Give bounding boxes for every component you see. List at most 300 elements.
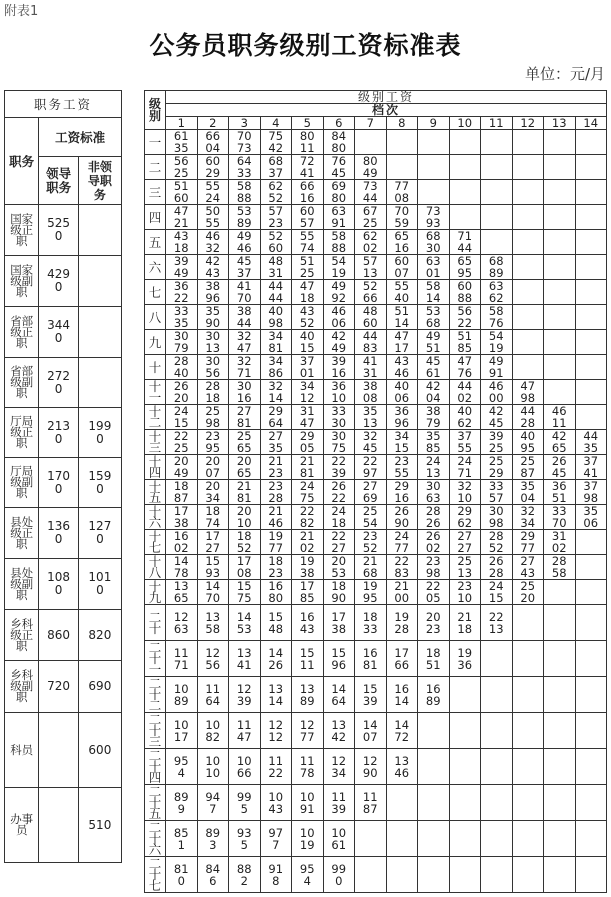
salary-value-cell: 11 22: [260, 749, 292, 785]
salary-value-cell: 21 68: [355, 555, 387, 580]
salary-value-cell: 43 18: [166, 230, 198, 255]
salary-value-cell: [449, 180, 481, 205]
salary-value-cell: 10 43: [260, 785, 292, 821]
salary-value-cell: [575, 330, 607, 355]
salary-value-cell: [575, 380, 607, 405]
position-row: [5, 661, 122, 713]
salary-value-cell: 14 53: [229, 605, 261, 641]
salary-value-cell: 39 16: [323, 355, 355, 380]
salary-value-cell: 35 13: [355, 405, 387, 430]
grade-name-cell: 十 八: [145, 555, 166, 580]
salary-value-cell: 39 25: [481, 430, 513, 455]
salary-value-cell: 15 75: [229, 580, 261, 605]
salary-value-cell: [449, 155, 481, 180]
salary-value-cell: [575, 155, 607, 180]
salary-value-cell: 15 48: [260, 605, 292, 641]
salary-value-cell: 23 98: [418, 555, 450, 580]
salary-value-cell: 15 39: [355, 677, 387, 713]
salary-value-cell: 66 04: [197, 130, 229, 155]
salary-value-cell: 21 46: [260, 505, 292, 530]
salary-value-cell: 13 46: [386, 749, 418, 785]
grade-row: [145, 230, 607, 255]
salary-value-cell: [355, 821, 387, 857]
grade-name-cell: 十 三: [145, 430, 166, 455]
grade-name-cell: 十: [145, 355, 166, 380]
salary-value-cell: 24 15: [166, 405, 198, 430]
level-number-row: [145, 117, 607, 130]
rank-cell: 科员: [5, 713, 39, 788]
salary-value-cell: 58 76: [481, 305, 513, 330]
nonleader-salary-cell: [78, 256, 121, 307]
salary-value-cell: 88 2: [229, 857, 261, 893]
salary-value-cell: 25 20: [512, 580, 544, 605]
grade-name-cell: 一: [145, 130, 166, 155]
salary-value-cell: 32 47: [229, 330, 261, 355]
nonleader-salary-cell: [78, 205, 121, 256]
salary-value-cell: 21 81: [229, 480, 261, 505]
salary-value-cell: 16 80: [260, 580, 292, 605]
salary-value-cell: [575, 857, 607, 893]
salary-value-cell: 40 62: [449, 405, 481, 430]
salary-value-cell: 11 64: [197, 677, 229, 713]
salary-value-cell: [355, 130, 387, 155]
salary-value-cell: [512, 677, 544, 713]
salary-value-cell: [575, 280, 607, 305]
salary-value-cell: 19 36: [449, 641, 481, 677]
salary-value-cell: 26 20: [166, 380, 198, 405]
salary-value-cell: [481, 749, 513, 785]
salary-value-cell: [418, 821, 450, 857]
salary-value-cell: 52 66: [355, 280, 387, 305]
leader-salary-cell: 429 0: [39, 256, 78, 307]
level-number-cell: 1: [166, 117, 198, 130]
salary-value-cell: 50 55: [197, 205, 229, 230]
salary-value-cell: 65 16: [386, 230, 418, 255]
grade-name-cell: 十 六: [145, 505, 166, 530]
salary-value-cell: 73 44: [355, 180, 387, 205]
grade-name-cell: 三: [145, 180, 166, 205]
salary-value-cell: 32 14: [260, 380, 292, 405]
salary-value-cell: 49 46: [229, 230, 261, 255]
salary-value-cell: 53 89: [229, 205, 261, 230]
salary-value-cell: [544, 330, 576, 355]
level-number-cell: 4: [260, 117, 292, 130]
salary-value-cell: 18 74: [197, 505, 229, 530]
position-row: [5, 713, 122, 788]
salary-value-cell: [449, 677, 481, 713]
salary-value-cell: [544, 280, 576, 305]
grade-row: [145, 530, 607, 555]
grade-name-cell: 四: [145, 205, 166, 230]
salary-value-cell: 16 14: [386, 677, 418, 713]
salary-value-cell: 23 10: [449, 580, 481, 605]
salary-value-cell: 37 55: [449, 430, 481, 455]
salary-value-cell: 14 26: [260, 641, 292, 677]
salary-value-cell: 47 18: [292, 280, 324, 305]
salary-value-cell: 39 49: [166, 255, 198, 280]
salary-value-cell: [418, 180, 450, 205]
salary-value-cell: 58 88: [323, 230, 355, 255]
salary-value-cell: 60 29: [197, 155, 229, 180]
salary-value-cell: 51 14: [386, 305, 418, 330]
salary-value-cell: 18 23: [260, 555, 292, 580]
salary-value-cell: 47 98: [512, 380, 544, 405]
salary-value-cell: [512, 641, 544, 677]
grade-name-cell: 二 十 二: [145, 677, 166, 713]
salary-value-cell: 13 14: [260, 677, 292, 713]
grade-row: [145, 641, 607, 677]
leader-salary-cell: 213 0: [39, 408, 78, 458]
salary-value-cell: 58 14: [418, 280, 450, 305]
salary-value-cell: 20 07: [197, 455, 229, 480]
salary-value-cell: 20 23: [418, 605, 450, 641]
salary-value-cell: [512, 230, 544, 255]
salary-value-cell: 21 23: [260, 455, 292, 480]
salary-value-cell: [481, 821, 513, 857]
grade-name-cell: 二 十 一: [145, 641, 166, 677]
salary-value-cell: 43 46: [386, 355, 418, 380]
salary-value-cell: [386, 130, 418, 155]
salary-value-cell: 72 41: [292, 155, 324, 180]
salary-value-cell: [544, 785, 576, 821]
salary-value-cell: 11 47: [229, 713, 261, 749]
salary-value-cell: 47 17: [386, 330, 418, 355]
grade-name-cell: 二 十 六: [145, 821, 166, 857]
salary-value-cell: 34 12: [292, 380, 324, 405]
salary-value-cell: 65 95: [449, 255, 481, 280]
salary-value-cell: 62 52: [260, 180, 292, 205]
salary-value-cell: 26 22: [323, 480, 355, 505]
salary-value-cell: [512, 155, 544, 180]
salary-value-cell: 44 44: [260, 280, 292, 305]
level-number-cell: 14: [575, 117, 607, 130]
salary-value-cell: [544, 605, 576, 641]
level-number-cell: 6: [323, 117, 355, 130]
salary-value-cell: [355, 857, 387, 893]
salary-value-cell: 15 11: [292, 641, 324, 677]
position-salary-table: [4, 90, 122, 863]
salary-value-cell: 61 35: [166, 130, 198, 155]
position-row: [5, 205, 122, 256]
salary-value-cell: [386, 821, 418, 857]
salary-value-cell: 28 40: [166, 355, 198, 380]
salary-value-cell: 60 57: [292, 205, 324, 230]
salary-value-cell: 68 37: [260, 155, 292, 180]
salary-value-cell: 26 28: [481, 555, 513, 580]
grade-row: [145, 713, 607, 749]
salary-value-cell: [544, 205, 576, 230]
salary-value-cell: [544, 305, 576, 330]
salary-value-cell: 13 89: [292, 677, 324, 713]
salary-value-cell: 21 00: [386, 580, 418, 605]
salary-value-cell: 35 90: [197, 305, 229, 330]
salary-value-cell: 25 65: [229, 430, 261, 455]
salary-value-cell: 80 49: [355, 155, 387, 180]
salary-value-cell: 24 75: [292, 480, 324, 505]
salary-value-cell: 63 62: [481, 280, 513, 305]
rank-cell: 厅局级副职: [5, 458, 39, 508]
salary-value-cell: 10 91: [292, 785, 324, 821]
salary-value-cell: 11 87: [355, 785, 387, 821]
salary-value-cell: 16 81: [355, 641, 387, 677]
salary-value-cell: 26 02: [418, 530, 450, 555]
salary-value-cell: 55 40: [386, 280, 418, 305]
salary-value-cell: 56 25: [166, 155, 198, 180]
leader-salary-cell: 272 0: [39, 358, 78, 408]
rank-cell: 省部级正职: [5, 307, 39, 358]
grade-row: [145, 480, 607, 505]
salary-value-cell: [544, 180, 576, 205]
salary-value-cell: 10 89: [166, 677, 198, 713]
salary-value-cell: 10 10: [197, 749, 229, 785]
salary-value-cell: 24 71: [449, 455, 481, 480]
leader-salary-cell: [39, 713, 78, 788]
salary-value-cell: 54 19: [323, 255, 355, 280]
rank-column-header: 职务: [5, 118, 39, 205]
salary-value-cell: 26 90: [386, 505, 418, 530]
salary-value-cell: 33 30: [323, 405, 355, 430]
salary-value-cell: [544, 355, 576, 380]
salary-value-cell: 18 52: [229, 530, 261, 555]
grade-row: [145, 505, 607, 530]
page-title: 公务员职务级别工资标准表: [149, 31, 462, 60]
salary-value-cell: [418, 155, 450, 180]
salary-value-cell: 11 39: [323, 785, 355, 821]
salary-value-cell: 28 18: [197, 380, 229, 405]
salary-value-cell: 11 71: [166, 641, 198, 677]
salary-value-cell: 62 02: [355, 230, 387, 255]
salary-value-cell: 32 34: [512, 505, 544, 530]
salary-value-cell: 84 6: [197, 857, 229, 893]
salary-value-cell: 28 52: [481, 530, 513, 555]
salary-value-cell: [449, 713, 481, 749]
salary-value-cell: 31 02: [544, 530, 576, 555]
salary-value-cell: 75 42: [260, 130, 292, 155]
level-number-cell: 10: [449, 117, 481, 130]
salary-value-cell: [481, 785, 513, 821]
grade-salary-table: [144, 90, 607, 893]
salary-value-cell: 13 42: [323, 713, 355, 749]
salary-value-cell: 20 34: [197, 480, 229, 505]
grade-row: [145, 130, 607, 155]
salary-value-cell: [418, 749, 450, 785]
salary-value-cell: 34 86: [260, 355, 292, 380]
salary-value-cell: 33 57: [481, 480, 513, 505]
salary-value-cell: 36 51: [544, 480, 576, 505]
salary-value-cell: 27 69: [355, 480, 387, 505]
salary-value-cell: 89 9: [166, 785, 198, 821]
position-row: [5, 458, 122, 508]
salary-value-cell: 19 77: [260, 530, 292, 555]
salary-value-cell: [481, 713, 513, 749]
salary-value-cell: [544, 230, 576, 255]
grade-row: [145, 785, 607, 821]
grade-row: [145, 155, 607, 180]
salary-value-cell: 38 96: [197, 280, 229, 305]
salary-value-cell: [418, 130, 450, 155]
salary-value-cell: [575, 305, 607, 330]
salary-value-cell: 24 15: [481, 580, 513, 605]
rank-cell: 办事员: [5, 788, 39, 863]
level-number-cell: 13: [544, 117, 576, 130]
salary-value-cell: [481, 130, 513, 155]
salary-value-cell: 64 33: [229, 155, 261, 180]
salary-value-cell: 13 41: [229, 641, 261, 677]
salary-value-cell: [544, 580, 576, 605]
salary-value-cell: 46 06: [323, 305, 355, 330]
salary-value-cell: 14 78: [166, 555, 198, 580]
salary-value-cell: 12 34: [323, 749, 355, 785]
salary-value-cell: [449, 130, 481, 155]
salary-value-cell: [449, 785, 481, 821]
position-row: [5, 358, 122, 408]
salary-value-cell: 31 47: [292, 405, 324, 430]
rank-cell: 县处级副职: [5, 559, 39, 610]
salary-value-cell: [575, 205, 607, 230]
position-row: [5, 559, 122, 610]
position-row: [5, 788, 122, 863]
salary-value-cell: [575, 821, 607, 857]
salary-value-cell: [386, 857, 418, 893]
salary-value-cell: 22 83: [386, 555, 418, 580]
salary-value-cell: [575, 605, 607, 641]
position-row: [5, 508, 122, 559]
nonleader-salary-cell: 127 0: [78, 508, 121, 559]
salary-value-cell: 66 16: [292, 180, 324, 205]
salary-value-cell: 94 7: [197, 785, 229, 821]
salary-value-cell: [544, 677, 576, 713]
salary-value-cell: 68 89: [481, 255, 513, 280]
salary-value-cell: 19 95: [355, 580, 387, 605]
salary-value-cell: 19 28: [386, 605, 418, 641]
grade-row: [145, 255, 607, 280]
salary-value-cell: [544, 749, 576, 785]
salary-value-cell: 55 74: [292, 230, 324, 255]
salary-value-cell: 12 39: [229, 677, 261, 713]
salary-value-cell: 16 89: [418, 677, 450, 713]
salary-value-cell: [512, 280, 544, 305]
grade-row: [145, 821, 607, 857]
salary-value-cell: 30 56: [197, 355, 229, 380]
position-row: [5, 610, 122, 661]
salary-value-cell: 40 98: [260, 305, 292, 330]
salary-value-cell: [575, 749, 607, 785]
salary-value-cell: 21 81: [292, 455, 324, 480]
salary-value-cell: 14 64: [323, 677, 355, 713]
salary-value-cell: 46 11: [544, 405, 576, 430]
salary-value-cell: 45 61: [418, 355, 450, 380]
grade-name-cell: 十 九: [145, 580, 166, 605]
level-number-cell: 2: [197, 117, 229, 130]
grade-name-cell: 九: [145, 330, 166, 355]
salary-value-cell: [512, 130, 544, 155]
salary-value-cell: 12 56: [197, 641, 229, 677]
salary-value-cell: 23 28: [260, 480, 292, 505]
salary-value-cell: 24 77: [386, 530, 418, 555]
salary-value-cell: 19 38: [292, 555, 324, 580]
rank-cell: 乡科级正职: [5, 610, 39, 661]
salary-value-cell: [544, 641, 576, 677]
salary-value-cell: [512, 330, 544, 355]
salary-value-cell: [512, 785, 544, 821]
salary-value-cell: 23 52: [355, 530, 387, 555]
leader-salary-cell: 136 0: [39, 508, 78, 559]
salary-value-cell: 42 04: [418, 380, 450, 405]
salary-value-cell: 13 58: [197, 605, 229, 641]
salary-value-cell: 20 10: [229, 505, 261, 530]
salary-value-cell: [512, 857, 544, 893]
salary-value-cell: 36 10: [323, 380, 355, 405]
salary-value-cell: 27 81: [229, 405, 261, 430]
salary-value-cell: 17 27: [197, 530, 229, 555]
salary-value-cell: [481, 180, 513, 205]
salary-value-cell: 30 63: [418, 480, 450, 505]
salary-value-cell: [575, 677, 607, 713]
salary-value-cell: 68 30: [418, 230, 450, 255]
salary-value-cell: 27 27: [449, 530, 481, 555]
grade-row: [145, 555, 607, 580]
salary-value-cell: 18 33: [355, 605, 387, 641]
salary-value-cell: [481, 155, 513, 180]
grade-row: [145, 455, 607, 480]
salary-value-cell: 26 45: [544, 455, 576, 480]
grade-name-cell: 二 十 四: [145, 749, 166, 785]
salary-value-cell: 42 45: [481, 405, 513, 430]
salary-value-cell: 18 90: [323, 580, 355, 605]
salary-value-cell: 47 21: [166, 205, 198, 230]
salary-value-cell: 12 63: [166, 605, 198, 641]
level-number-cell: 11: [481, 117, 513, 130]
salary-value-cell: 22 13: [481, 605, 513, 641]
rank-cell: 国家级副职: [5, 256, 39, 307]
salary-value-cell: 97 7: [260, 821, 292, 857]
salary-value-cell: 20 49: [166, 455, 198, 480]
salary-value-cell: [449, 821, 481, 857]
salary-value-cell: [544, 821, 576, 857]
nonleader-salary-cell: 690: [78, 661, 121, 713]
salary-value-cell: 47 76: [449, 355, 481, 380]
level-number-cell: 5: [292, 117, 324, 130]
salary-value-cell: 70 73: [229, 130, 261, 155]
salary-value-cell: 10 82: [197, 713, 229, 749]
salary-value-cell: 29 62: [449, 505, 481, 530]
salary-value-cell: [449, 205, 481, 230]
salary-value-cell: 18 51: [418, 641, 450, 677]
position-row: [5, 256, 122, 307]
salary-value-cell: [575, 785, 607, 821]
salary-value-cell: [512, 305, 544, 330]
grade-row: [145, 280, 607, 305]
salary-value-cell: [575, 405, 607, 430]
grade-name-cell: 二 十 三: [145, 713, 166, 749]
salary-value-cell: 46 32: [197, 230, 229, 255]
salary-value-cell: [512, 821, 544, 857]
grade-row: [145, 180, 607, 205]
salary-value-cell: [575, 580, 607, 605]
salary-value-cell: [512, 355, 544, 380]
level-heading: 档次: [166, 104, 607, 117]
salary-value-cell: 30 13: [197, 330, 229, 355]
salary-value-cell: [544, 857, 576, 893]
rank-cell: 省部级副职: [5, 358, 39, 408]
salary-value-cell: 45 37: [229, 255, 261, 280]
salary-value-cell: 32 45: [355, 430, 387, 455]
salary-value-cell: [575, 355, 607, 380]
grade-row: [145, 330, 607, 355]
salary-value-cell: 41 70: [229, 280, 261, 305]
nonleader-salary-cell: 159 0: [78, 458, 121, 508]
salary-value-cell: [512, 180, 544, 205]
